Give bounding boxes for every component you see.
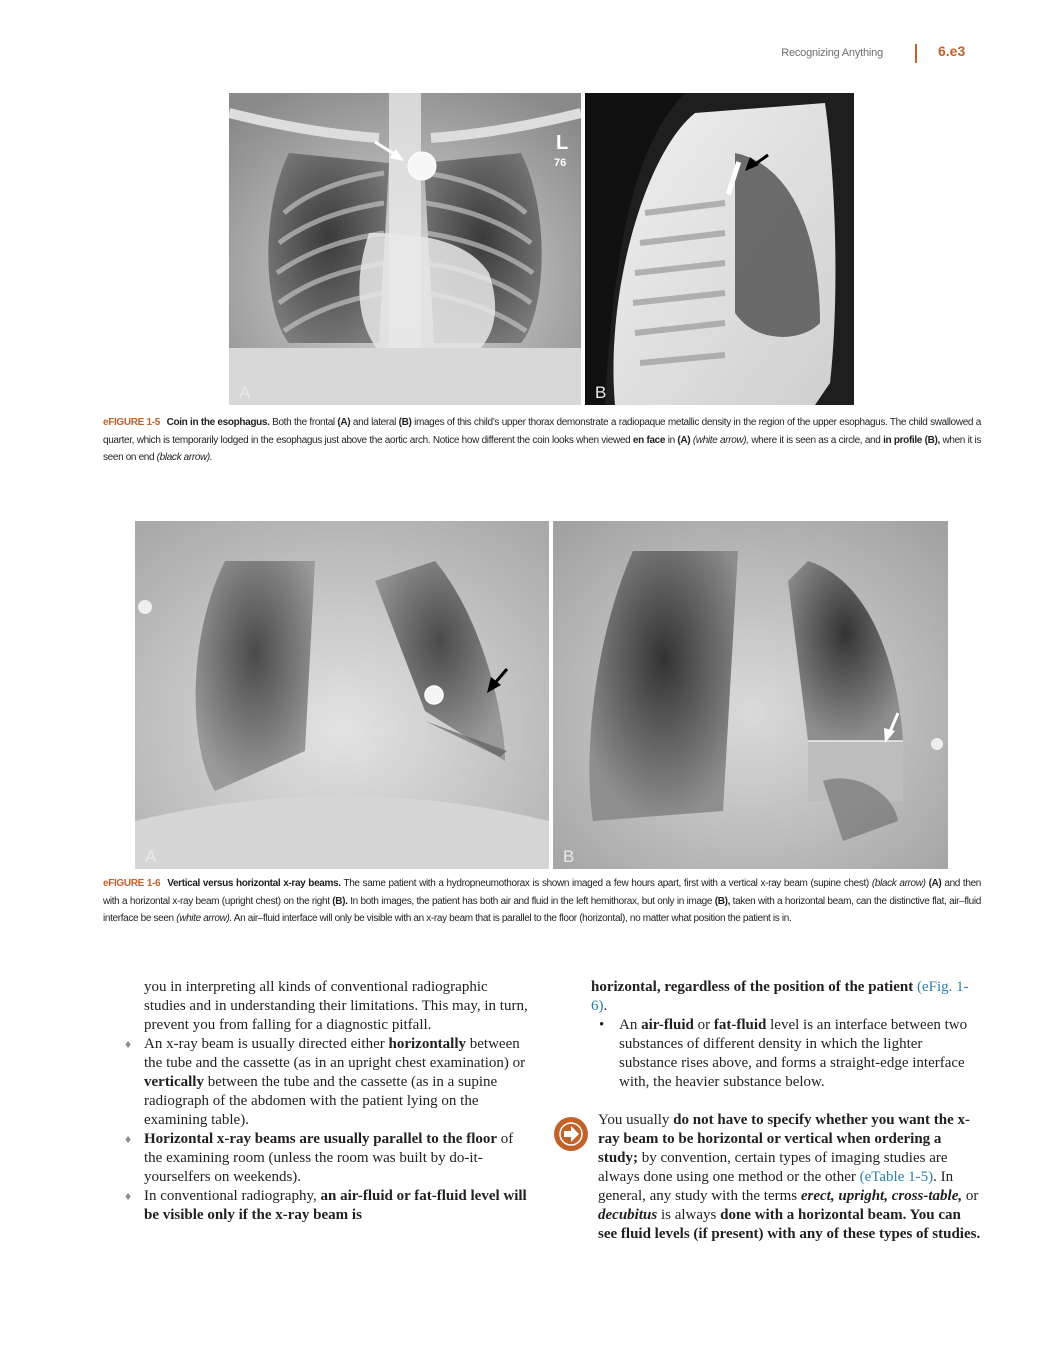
header-divider (915, 44, 917, 63)
caption-text: and lateral (352, 417, 396, 428)
caption-ref: (B), (714, 895, 730, 907)
body-column-left (116, 978, 528, 1225)
figure-label: eFIGURE 1-6 (103, 878, 161, 889)
page-number: 6.e3 (938, 43, 966, 59)
side-marker-number: 76 (554, 157, 567, 169)
text: An x-ray beam is usually directed either (144, 1036, 385, 1052)
caption-title: Coin in the esophagus. (166, 417, 270, 428)
xray-frontal-child (229, 93, 581, 405)
figure-1-6-panel-b (553, 521, 948, 869)
caption-term: in profile (883, 434, 922, 446)
figure-1-5-panel-b (585, 93, 854, 405)
diamond-bullet-icon: ♦ (125, 1037, 132, 1051)
caption-text: taken with a horizontal beam, can the distinctive flat, air–fluid interface be seen (103, 895, 981, 924)
text: level is an interface between two substances of different density in which the lighter substance rises above, and forms a straight-edge interface with, the heavier substance below. (619, 1017, 968, 1090)
list-item (563, 1016, 981, 1092)
caption-arrow-ref: (black arrow) (871, 878, 926, 889)
emphasis: erect, upright, cross-table, (800, 1188, 963, 1204)
caption-arrow-ref: (white arrow). (176, 913, 232, 924)
emphasis: do not have to specify whether you want the x-ray beam to be horizontal or vertical when ordering a study; (598, 1112, 970, 1166)
diamond-bullet-icon: ♦ (125, 1132, 132, 1146)
emphasis: done with a horizontal beam. You can see fluid levels (if present) with any of these types of studies. (598, 1207, 981, 1242)
caption-ref: (B). (332, 895, 348, 907)
diamond-bullet-icon: ♦ (125, 1189, 132, 1203)
emphasis: horizontally (388, 1036, 466, 1052)
side-marker-letter: L (556, 132, 569, 154)
panel-letter: B (595, 383, 607, 402)
caption-ref: (A) (677, 434, 691, 446)
key-point-box (563, 1111, 981, 1244)
table-link[interactable]: (eTable 1-5) (859, 1169, 934, 1185)
text: . In general, any study with the terms (598, 1169, 954, 1204)
emphasis: an air-fluid or fat-fluid level will be visible only if the x-ray beam is (144, 1188, 527, 1223)
caption-text: The same patient with a hydropneumothorax is shown imaged a few hours apart, first with a vertical x-ray beam (supine chest) (343, 878, 869, 889)
body-column-right (563, 978, 981, 1244)
text: by convention, certain types of imaging studies are always done using one method or the other (598, 1150, 948, 1185)
panel-letter: A (145, 847, 157, 866)
panel-letter: A (239, 383, 251, 402)
emphasis: vertically (144, 1074, 204, 1090)
caption-text: in (667, 434, 675, 446)
text: In conventional radiography, (144, 1188, 317, 1204)
emphasis: fat-fluid (713, 1017, 767, 1033)
emphasis: Horizontal x-ray beams are usually parallel to the floor (144, 1131, 498, 1147)
paragraph: you in interpreting all kinds of conventional radiographic studies and in understanding their limitations. This may, in turn, prevent you from falling for a diagnostic pitfall. (144, 979, 528, 1033)
figure-1-6-panel-a (135, 521, 549, 869)
figure-label: eFIGURE 1-5 (103, 417, 160, 428)
caption-text: images of this child’s upper thorax demonstrate a radiopaque metallic density in the region of the upper esophagus. The child swallowed a quarter, which is temporarily lodged in the esophagus just above the aortic arch. Notice how different the coin looks when viewed (103, 417, 981, 446)
arrow-right-circle-icon (553, 1116, 589, 1152)
text: between the tube and the cassette (as in a supine radiograph of the abdomen with the patient lying on the examining table). (144, 1074, 498, 1128)
bullet-icon: • (599, 1017, 605, 1033)
caption-text: In both images, the patient has both air and fluid in the left hemithorax, but only in image (350, 895, 713, 907)
text: You usually (598, 1112, 670, 1128)
caption-term: en face (632, 434, 666, 446)
emphasis: air-fluid (641, 1017, 694, 1033)
list-item (116, 1130, 528, 1187)
list-item (116, 1187, 528, 1225)
emphasis: horizontal, regardless of the position of the patient (591, 979, 914, 995)
text: or (965, 1188, 979, 1204)
text: An (619, 1017, 638, 1033)
xray-lateral-child (585, 93, 854, 405)
caption-text: Both the frontal (272, 417, 335, 428)
caption-ref: (A) (928, 878, 942, 889)
caption-ref: (B), (924, 434, 940, 446)
caption-ref: (B) (398, 417, 412, 428)
figure-link[interactable]: (eFig. 1-6) (591, 979, 969, 1014)
caption-title: Vertical versus horizontal x-ray beams. (167, 878, 341, 889)
figure-1-5-caption (103, 414, 981, 467)
caption-ref: (A) (337, 417, 351, 428)
figure-1-5-panel-a (229, 93, 581, 405)
caption-text: when it is seen on end (103, 434, 982, 463)
list-item (116, 1035, 528, 1130)
xray-supine-chest (135, 521, 549, 869)
caption-text: where it is seen as a circle, and (751, 434, 881, 446)
running-title: Recognizing Anything (781, 47, 883, 59)
caption-arrow-ref: (black arrow). (156, 452, 213, 463)
text: . (603, 998, 608, 1014)
xray-upright-chest (553, 521, 948, 869)
caption-text: and then with a horizontal x-ray beam (upright chest) on the right (103, 878, 981, 907)
text: is always (660, 1207, 717, 1223)
text: of the examining room (unless the room was built by do-it-yourselfers on weekends). (144, 1131, 514, 1185)
emphasis: decubitus (598, 1207, 658, 1223)
text: or (697, 1017, 711, 1033)
panel-letter: B (563, 847, 575, 866)
caption-arrow-ref: (white arrow), (692, 434, 749, 446)
caption-text: An air–fluid interface will only be visible with an x-ray beam that is parallel to the floor (horizontal), no matter what position the patient is in. (233, 913, 792, 924)
paragraph (563, 978, 981, 1016)
text: between the tube and the cassette (as in an upright chest examination) or (144, 1036, 526, 1071)
figure-1-6-caption (103, 875, 981, 928)
